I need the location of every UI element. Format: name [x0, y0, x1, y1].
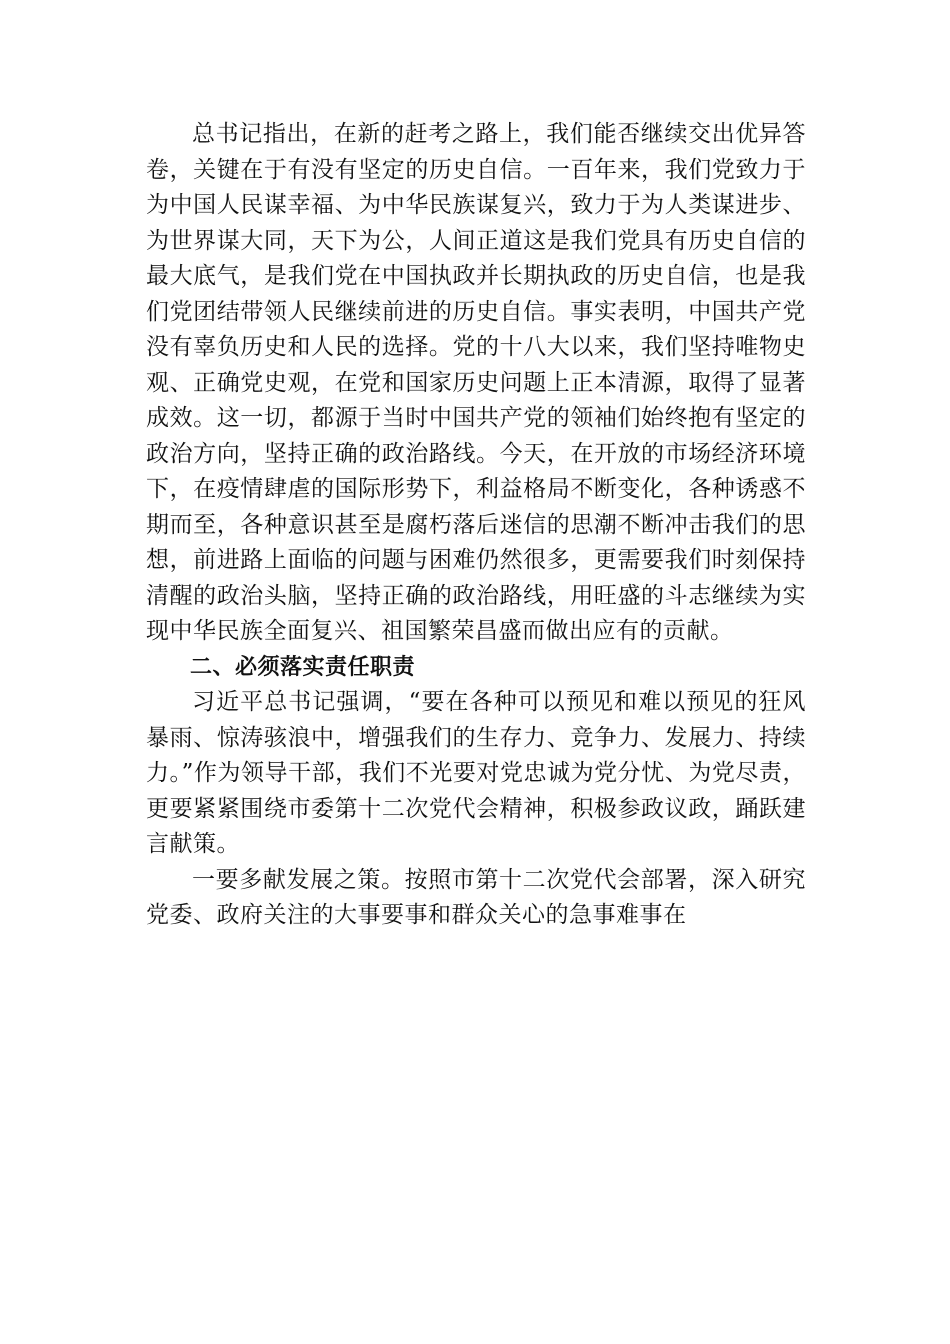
document-body	[146, 117, 806, 934]
section-heading-responsibility: 二、必须落实责任职责	[190, 654, 416, 680]
paragraph-historical-confidence: 总书记指出，在新的赶考之路上，我们能否继续交出优异答卷，关键在于有没有坚定的历史自信。一百年来，我们党致力于为中国人民谋幸福、为中华民族谋复兴，致力于为人类谋进步、为世界谋大同，天下为公，人间正道这是我们党具有历史自信的最大底气，是我们党在中国执政并长期执政的历史自信，也是我们党团结带领人民继续前进的历史自信。事实表明，中国共产党没有辜负历史和人民的选择。党的十八大以来，我们坚持唯物史观、正确党史观，在党和国家历史问题上正本清源，取得了显著成效。这一切，都源于当时中国共产党的领袖们始终抱有坚定的政治方向，坚持正确的政治路线。今天，在开放的市场经济环境下，在疫情肆虐的国际形势下，利益格局不断变化，各种诱惑不期而至，各种意识甚至是腐朽落后迷信的思潮不断冲击我们的思想，前进路上面临的问题与困难仍然很多，更需要我们时刻保持清醒的政治头脑，坚持正确的政治路线，用旺盛的斗志继续为实现中华民族全面复兴、祖国繁荣昌盛而做出应有的贡献。	[146, 121, 806, 644]
paragraph-xi-quote: 习近平总书记强调，“要在各种可以预见和难以预见的狂风暴雨、惊涛骇浪中，增强我们的生存力、竞争力、发展力、持续力。”作为领导干部，我们不光要对党忠诚为党分忧、为党尽责，更要紧紧围绕市委第十二次党代会精神，积极参政议政，踊跃建言献策。	[146, 689, 806, 857]
paragraph-development-strategy: 一要多献发展之策。按照市第十二次党代会部署，深入研究党委、政府关注的大事要事和群众关心的急事难事在	[146, 866, 806, 928]
